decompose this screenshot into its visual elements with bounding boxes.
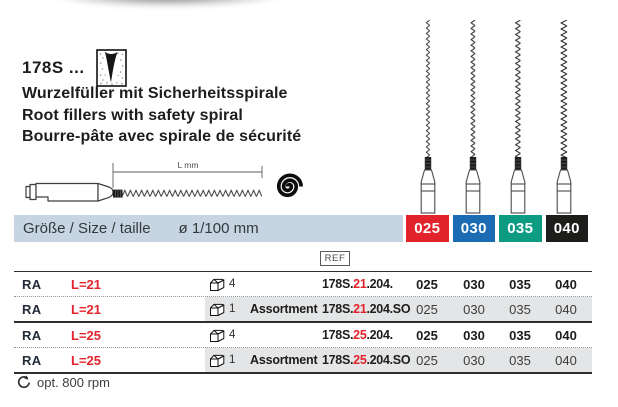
spiral-logo — [271, 170, 304, 203]
size-cell: 025 — [416, 301, 438, 317]
size-box-040: 040 — [546, 215, 589, 242]
ref-number: 178S. 25 .204.SO — [322, 353, 411, 367]
size-cell: 040 — [555, 301, 577, 317]
ref-number: 178S. 21 .204.SO — [322, 302, 411, 316]
length-value: L=25 — [71, 327, 101, 343]
title-german: Wurzelfüller mit Sicherheitsspirale — [22, 85, 288, 102]
pack-quantity: 1 — [229, 303, 236, 315]
rotation-speed-icon — [16, 375, 31, 390]
size-cell: 025 — [416, 327, 438, 343]
instrument-040 — [557, 20, 571, 213]
package-box-icon — [209, 348, 226, 372]
length-value: L=21 — [71, 301, 101, 317]
page-scan-shadow — [28, 0, 338, 9]
shank-type: RA — [22, 352, 42, 368]
ref-badge: REF — [320, 251, 350, 266]
pack-quantity: 4 — [229, 278, 236, 290]
size-cell: 040 — [555, 276, 577, 292]
size-boxes — [406, 215, 588, 242]
size-cell: 040 — [555, 352, 577, 368]
shank-type: RA — [22, 301, 42, 317]
dimension-label: L mm — [177, 160, 199, 170]
product-table — [14, 271, 592, 374]
product-titles — [22, 83, 301, 148]
size-cell: 025 — [416, 352, 438, 368]
shank-type: RA — [22, 276, 42, 292]
size-cell: 035 — [509, 276, 531, 292]
pack-quantity: 4 — [229, 329, 236, 341]
table-row-assortment — [14, 348, 592, 372]
table-row — [14, 272, 592, 297]
size-header-bar — [14, 215, 403, 242]
size-cell: 035 — [509, 301, 531, 317]
package-box-icon — [209, 323, 226, 347]
size-cell: 040 — [555, 327, 577, 343]
size-cell: 025 — [416, 276, 438, 292]
ref-number: 178S. 25 .204. — [322, 328, 393, 342]
size-label: Größe / Size / taille — [23, 220, 151, 237]
shank-type: RA — [22, 327, 42, 343]
title-french: Bourre-pâte avec spirale de sécurité — [22, 128, 302, 145]
assortment-label: Assortment — [250, 302, 318, 316]
pack-quantity: 1 — [229, 354, 236, 366]
size-cell: 030 — [463, 276, 485, 292]
assortment-label: Assortment — [250, 353, 318, 367]
size-cell: 035 — [509, 352, 531, 368]
package-box-icon — [209, 272, 226, 296]
rpm-note — [16, 375, 110, 390]
size-cell: 030 — [463, 327, 485, 343]
size-box-030: 030 — [453, 215, 496, 242]
length-value: L=21 — [71, 276, 101, 292]
instrument-030 — [466, 20, 480, 213]
length-value: L=25 — [71, 352, 101, 368]
size-box-035: 035 — [499, 215, 542, 242]
size-box-025: 025 — [406, 215, 449, 242]
ref-number: 178S. 21 .204. — [322, 277, 393, 291]
instrument-photos — [403, 10, 598, 215]
table-row-assortment — [14, 297, 592, 323]
rpm-text: opt. 800 rpm — [37, 375, 110, 390]
size-cell: 030 — [463, 352, 485, 368]
size-unit: ø 1/100 mm — [178, 220, 259, 237]
size-cell: 035 — [509, 327, 531, 343]
product-code: 178S ... — [22, 58, 85, 77]
package-box-icon — [209, 297, 226, 321]
instrument-technical-drawing — [10, 155, 310, 207]
instrument-035 — [511, 20, 525, 213]
instrument-025 — [421, 20, 435, 213]
table-row — [14, 323, 592, 348]
title-english: Root fillers with safety spiral — [22, 106, 243, 124]
size-cell: 030 — [463, 301, 485, 317]
